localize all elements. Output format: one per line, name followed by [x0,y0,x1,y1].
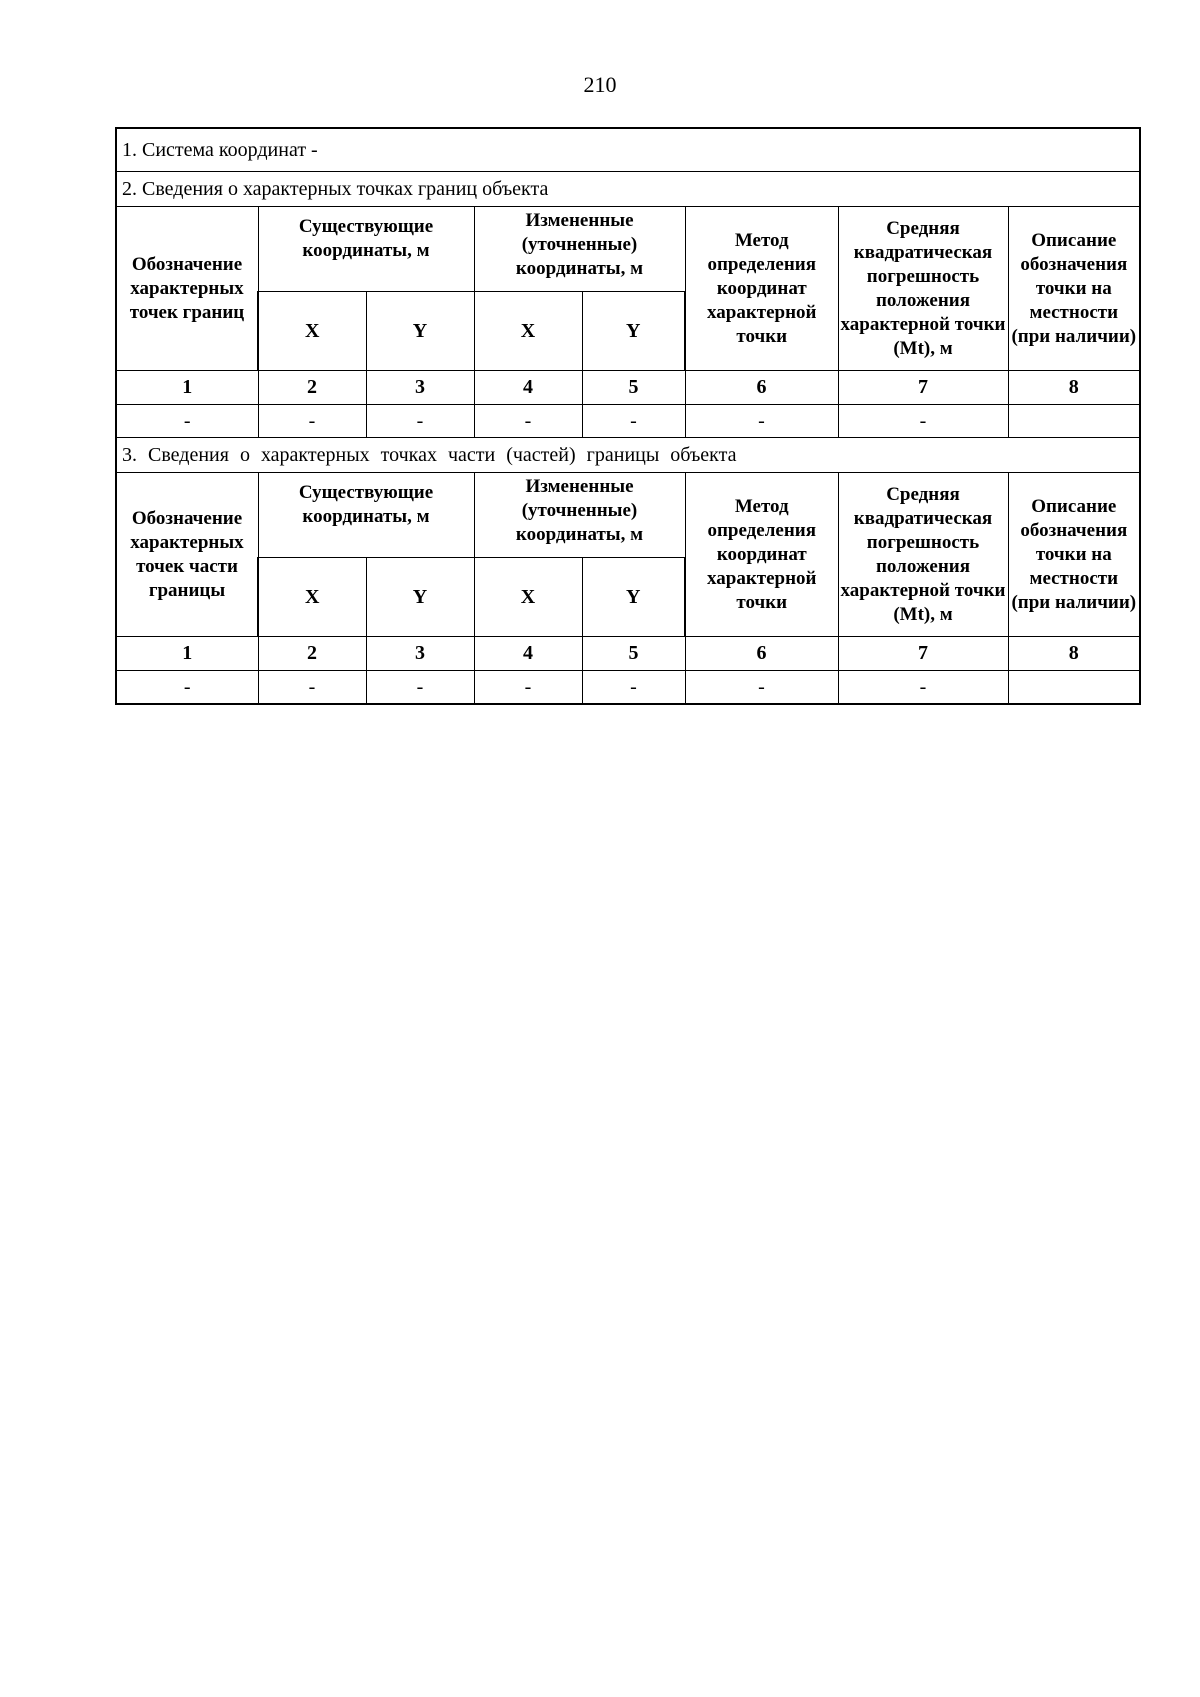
page-number: 210 [583,72,617,97]
s3-header-designation: Обозначение характерных точек части границы [116,473,258,637]
s2-column-number: 1 [116,371,258,405]
s2-column-number: 6 [685,371,838,405]
section-1-coordinate-system: 1. Система координат - [116,128,1140,172]
s3-cell: - [582,671,685,705]
s2-header-changed-y: Y [582,292,685,371]
section-2-title: 2. Сведения о характерных точках границ объекта [116,172,1140,207]
s2-cell: - [582,405,685,438]
s3-cell [1008,671,1140,705]
s3-table-row [116,671,1140,705]
s3-column-number: 5 [582,637,685,671]
s3-column-number: 7 [838,637,1008,671]
s2-cell: - [258,405,366,438]
s2-cell: - [838,405,1008,438]
s2-table-row [116,405,1140,438]
s2-column-number: 7 [838,371,1008,405]
s3-column-number: 6 [685,637,838,671]
s2-cell: - [116,405,258,438]
s3-cell: - [838,671,1008,705]
section-3-title: 3. Сведения о характерных точках части (частей) границы объекта [116,438,1140,473]
s3-header-changed-coords: Измененные (уточненные) координаты, м [474,473,685,558]
s2-cell: - [366,405,474,438]
s3-column-number: 3 [366,637,474,671]
s3-header-existing-x: X [258,558,366,637]
s3-column-number: 1 [116,637,258,671]
s3-header-existing-coords: Существующие координаты, м [258,473,474,558]
s3-cell: - [258,671,366,705]
s3-column-number: 2 [258,637,366,671]
s2-header-description: Описание обозначения точки на местности (при наличии) [1008,207,1140,371]
s2-header-changed-coords: Измененные (уточненные) координаты, м [474,207,685,292]
s3-column-number: 4 [474,637,582,671]
s2-header-method: Метод определения координат характерной точки [685,207,838,371]
s3-header-changed-x: X [474,558,582,637]
s3-header-existing-y: Y [366,558,474,637]
s2-header-designation: Обозначение характерных точек границ [116,207,258,371]
s2-header-changed-x: X [474,292,582,371]
s2-cell: - [685,405,838,438]
s2-column-number: 2 [258,371,366,405]
s2-column-number: 8 [1008,371,1140,405]
s2-column-number: 3 [366,371,474,405]
s2-cell: - [474,405,582,438]
s2-header-existing-coords: Существующие координаты, м [258,207,474,292]
s3-column-number: 8 [1008,637,1140,671]
s3-cell: - [474,671,582,705]
s3-header-description: Описание обозначения точки на местности (при наличии) [1008,473,1140,637]
coordinates-table [115,127,1141,705]
s2-column-number: 4 [474,371,582,405]
s2-column-number: 5 [582,371,685,405]
s3-cell: - [116,671,258,705]
s2-header-error: Средняя квадратическая погрешность положения характерной точки (Mt), м [838,207,1008,371]
s3-header-changed-y: Y [582,558,685,637]
s3-cell: - [366,671,474,705]
s2-cell [1008,405,1140,438]
s3-header-error: Средняя квадратическая погрешность положения характерной точки (Mt), м [838,473,1008,637]
s3-cell: - [685,671,838,705]
s2-header-existing-x: X [258,292,366,371]
s3-header-method: Метод определения координат характерной точки [685,473,838,637]
s2-header-existing-y: Y [366,292,474,371]
